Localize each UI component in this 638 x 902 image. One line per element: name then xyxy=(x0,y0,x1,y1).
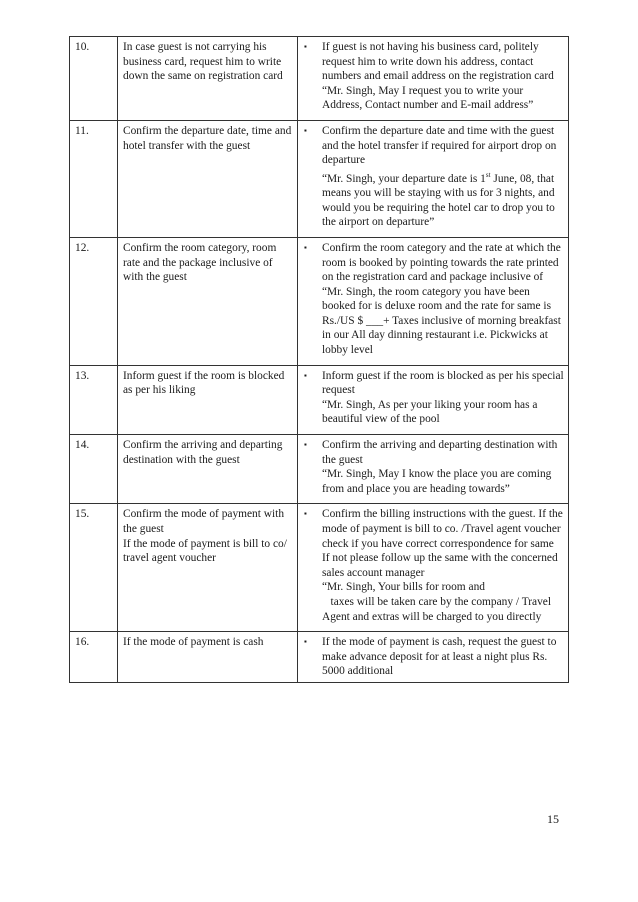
task-description: In case guest is not carrying his business card, request him to write down the same on registration card xyxy=(118,37,298,121)
standard-text: If guest is not having his business card, politely request him to write down his address, contact numbers and email address on the registration card xyxy=(322,41,554,83)
task-description: Confirm the departure date, time and hotel transfer with the guest xyxy=(118,120,298,237)
table-row xyxy=(70,435,569,504)
table-row xyxy=(70,632,569,683)
standard-text: Confirm the billing instructions with the guest. If the mode of payment is bill to co. /Travel agent voucher check if you have correct correspondence for same xyxy=(322,508,563,550)
standard-text: “Mr. Singh, May I know the place you are coming from and place you are heading towards” xyxy=(322,468,552,495)
standard-text: Inform guest if the room is blocked as per his special request xyxy=(322,369,564,397)
standard-cell xyxy=(298,120,569,237)
standard-text: “Mr. Singh, your departure date is 1st June, 08, that means you will be staying with us for 3 nights, and would you be requiring the hotel car to drop you to the airport on departure” xyxy=(322,170,555,229)
standard-cell xyxy=(298,435,569,504)
step-number: 13. xyxy=(70,365,118,434)
bullet-icon: ▪ xyxy=(304,440,307,450)
standard-text: “Mr. Singh, Your bills for room and xyxy=(322,581,485,594)
task-description: Confirm the room category, room rate and the package inclusive of with the guest xyxy=(118,237,298,365)
sop-table xyxy=(69,36,569,683)
step-number: 10. xyxy=(70,37,118,121)
task-description: Inform guest if the room is blocked as per his liking xyxy=(118,365,298,434)
bullet-icon: ▪ xyxy=(304,125,307,135)
standard-cell xyxy=(298,632,569,683)
standard-text: If the mode of payment is cash, request the guest to make advance deposit for at least a night plus Rs. 5000 additional xyxy=(322,636,557,678)
standard-text: “Mr. Singh, May I request you to write your Address, Contact number and E-mail address” xyxy=(322,84,534,112)
step-number: 12. xyxy=(70,237,118,365)
task-description: Confirm the mode of payment with the guest If the mode of payment is bill to co/ travel agent voucher xyxy=(118,504,298,632)
standard-text: If not please follow up the same with the concerned sales account manager xyxy=(322,552,558,579)
bullet-icon: ▪ xyxy=(304,42,307,51)
standard-text: “Mr. Singh, As per your liking your room has a beautiful view of the pool xyxy=(322,398,538,426)
table-row xyxy=(70,365,569,434)
step-number: 11. xyxy=(70,120,118,237)
step-number: 15. xyxy=(70,504,118,632)
standard-text: “Mr. Singh, the room category you have been booked for is deluxe room and the rate for same is Rs./US $ ___+ Taxes inclusive of morning breakfast in our All day dinning restaurant i.e. Pickwicks at lobby level xyxy=(322,285,561,357)
standard-cell xyxy=(298,365,569,434)
task-description: If the mode of payment is cash xyxy=(118,632,298,683)
bullet-icon: ▪ xyxy=(304,242,307,252)
standard-text: Confirm the departure date and time with the guest and the hotel transfer if required for airport drop on departure xyxy=(322,124,557,167)
table-row xyxy=(70,504,569,632)
standard-cell xyxy=(298,37,569,121)
table-row xyxy=(70,237,569,365)
table-row xyxy=(70,120,569,237)
step-number: 16. xyxy=(70,632,118,683)
standard-cell xyxy=(298,237,569,365)
table-row xyxy=(70,37,569,121)
standard-text: taxes will be taken care by the company / Travel Agent and extras will be charged to you directly xyxy=(322,595,554,623)
sop-table-body xyxy=(70,37,569,683)
bullet-icon: ▪ xyxy=(304,370,307,380)
step-number: 14. xyxy=(70,435,118,504)
task-description: Confirm the arriving and departing destination with the guest xyxy=(118,435,298,504)
bullet-icon: ▪ xyxy=(304,637,307,647)
standard-cell xyxy=(298,504,569,632)
standard-text: Confirm the arriving and departing destination with the guest xyxy=(322,439,558,466)
standard-text: Confirm the room category and the rate at which the room is booked by pointing towards the rate printed on the registration card and package inclusive of xyxy=(322,241,561,284)
bullet-icon: ▪ xyxy=(304,509,307,519)
page-number: 15 xyxy=(547,812,559,826)
